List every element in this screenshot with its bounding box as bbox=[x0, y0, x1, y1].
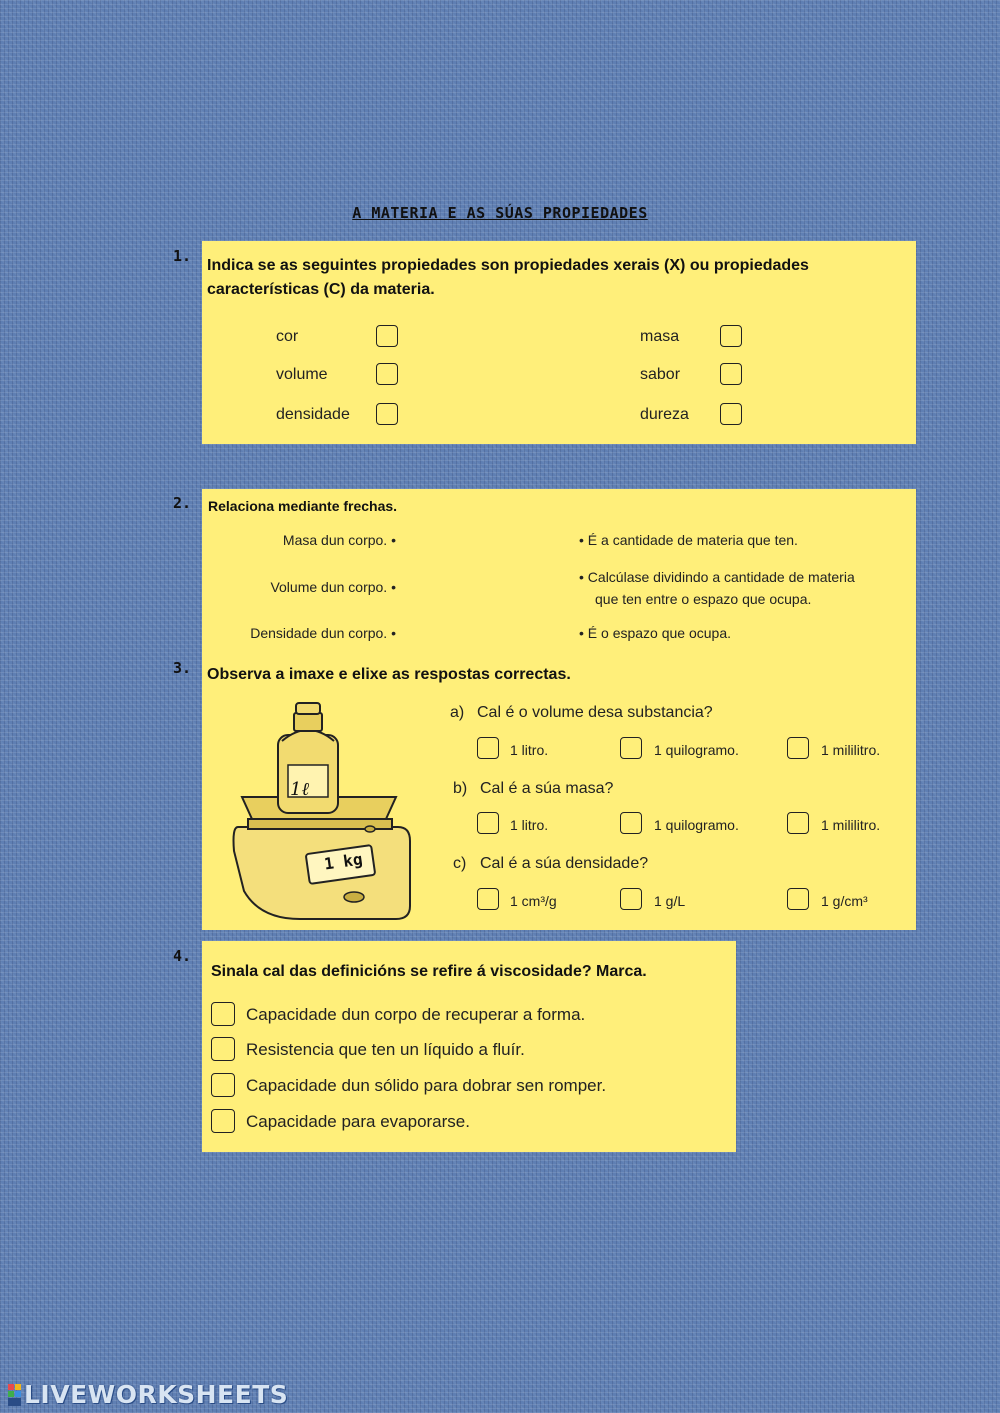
q3b-option-3: 1 mililitro. bbox=[821, 817, 881, 833]
q3a-label: a) bbox=[450, 704, 465, 721]
q2-right-item-2[interactable]: • Calcúlase dividindo a cantidade de materia bbox=[579, 569, 855, 585]
q2-right-text-1: É a cantidade de materia que ten. bbox=[587, 532, 798, 548]
liveworksheets-logo-icon bbox=[8, 1384, 22, 1408]
q3b-checkbox-1[interactable] bbox=[477, 812, 499, 834]
q3a-option-2: 1 quilogramo. bbox=[654, 742, 739, 758]
bottle-label: 1ℓ bbox=[290, 779, 309, 800]
q3c-checkbox-1[interactable] bbox=[477, 888, 499, 910]
q3a-checkbox-3[interactable] bbox=[787, 737, 809, 759]
q3b-checkbox-3[interactable] bbox=[787, 812, 809, 834]
q1-checkbox-masa[interactable] bbox=[720, 325, 742, 347]
q3a-option-3: 1 mililitro. bbox=[821, 742, 881, 758]
q1-checkbox-volume[interactable] bbox=[376, 363, 398, 385]
q3a-checkbox-2[interactable] bbox=[620, 737, 642, 759]
q3a-checkbox-1[interactable] bbox=[477, 737, 499, 759]
question-4-number: 4. bbox=[173, 947, 192, 965]
q3c-option-2: 1 g/L bbox=[654, 893, 686, 909]
q2-right-item-1[interactable]: • É a cantidade de materia que ten. bbox=[579, 532, 798, 548]
question-3-prompt: Observa a imaxe e elixe as respostas correctas. bbox=[207, 666, 571, 683]
q3b-checkbox-2[interactable] bbox=[620, 812, 642, 834]
question-2-number: 2. bbox=[173, 494, 192, 512]
q2-right-item-3[interactable]: • É o espazo que ocupa. bbox=[579, 625, 732, 641]
q2-left-text-densidade: Densidade dun corpo. bbox=[250, 625, 388, 641]
question-2-3-panel bbox=[202, 489, 916, 930]
q1-label-dureza: dureza bbox=[640, 406, 689, 423]
question-3-number: 3. bbox=[173, 659, 192, 677]
scale-display-label: 1 kg bbox=[322, 849, 364, 874]
q3b-question: Cal é a súa masa? bbox=[480, 780, 614, 797]
question-1-panel bbox=[202, 241, 916, 444]
q3b-option-1: 1 litro. bbox=[510, 817, 549, 833]
q4-option-3: Capacidade dun sólido para dobrar sen romper. bbox=[246, 1076, 607, 1095]
page-title: A MATERIA E AS SÚAS PROPIEDADES bbox=[352, 204, 648, 222]
q3c-label: c) bbox=[453, 855, 467, 872]
q2-right-text-3: É o espazo que ocupa. bbox=[587, 625, 732, 641]
q3a-question: Cal é o volume desa substancia? bbox=[477, 704, 713, 721]
q1-checkbox-densidade[interactable] bbox=[376, 403, 398, 425]
q3c-checkbox-2[interactable] bbox=[620, 888, 642, 910]
q1-checkbox-cor[interactable] bbox=[376, 325, 398, 347]
question-1-number: 1. bbox=[173, 247, 192, 265]
q1-checkbox-dureza[interactable] bbox=[720, 403, 742, 425]
q3c-question: Cal é a súa densidade? bbox=[480, 855, 649, 872]
q1-label-sabor: sabor bbox=[640, 366, 681, 383]
q2-left-item-densidade[interactable]: Densidade dun corpo. • bbox=[250, 625, 396, 641]
q3b-label: b) bbox=[453, 780, 468, 797]
q1-label-volume: volume bbox=[276, 366, 328, 383]
scale-bottle-illustration bbox=[230, 701, 415, 923]
q3a-option-1: 1 litro. bbox=[510, 742, 549, 758]
question-2-prompt: Relaciona mediante frechas. bbox=[208, 498, 398, 514]
q3c-option-3: 1 g/cm³ bbox=[821, 893, 868, 909]
liveworksheets-logo[interactable]: LIVEWORKSHEETS bbox=[24, 1380, 289, 1409]
q1-label-cor: cor bbox=[276, 328, 299, 345]
q2-left-item-volume[interactable]: Volume dun corpo. • bbox=[270, 579, 396, 595]
q2-left-text-masa: Masa dun corpo. bbox=[282, 532, 388, 548]
q4-option-1: Capacidade dun corpo de recuperar a forma. bbox=[246, 1005, 586, 1024]
question-4-panel bbox=[202, 941, 736, 1152]
q2-left-text-volume: Volume dun corpo. bbox=[270, 579, 388, 595]
q4-checkbox-3[interactable] bbox=[211, 1073, 235, 1097]
q2-right-text-2a: Calcúlase dividindo a cantidade de materia bbox=[587, 569, 855, 585]
q4-checkbox-4[interactable] bbox=[211, 1109, 235, 1133]
q4-option-4: Capacidade para evaporarse. bbox=[246, 1112, 470, 1131]
q4-option-2: Resistencia que ten un líquido a fluír. bbox=[246, 1040, 525, 1059]
q4-checkbox-2[interactable] bbox=[211, 1037, 235, 1061]
question-1-prompt: Indica se as seguintes propiedades son propiedades xerais (X) ou propiedades características (C) da materia. bbox=[207, 257, 809, 298]
q3c-option-1: 1 cm³/g bbox=[510, 893, 557, 909]
q3c-checkbox-3[interactable] bbox=[787, 888, 809, 910]
q1-checkbox-sabor[interactable] bbox=[720, 363, 742, 385]
question-4-prompt: Sinala cal das definicións se refire á viscosidade? Marca. bbox=[211, 963, 647, 980]
q4-checkbox-1[interactable] bbox=[211, 1002, 235, 1026]
q2-right-text-2b: que ten entre o espazo que ocupa. bbox=[595, 591, 812, 607]
q3b-option-2: 1 quilogramo. bbox=[654, 817, 739, 833]
q2-left-item-masa[interactable]: Masa dun corpo. • bbox=[282, 532, 396, 548]
q1-label-masa: masa bbox=[640, 328, 680, 345]
q1-label-densidade: densidade bbox=[276, 406, 350, 423]
